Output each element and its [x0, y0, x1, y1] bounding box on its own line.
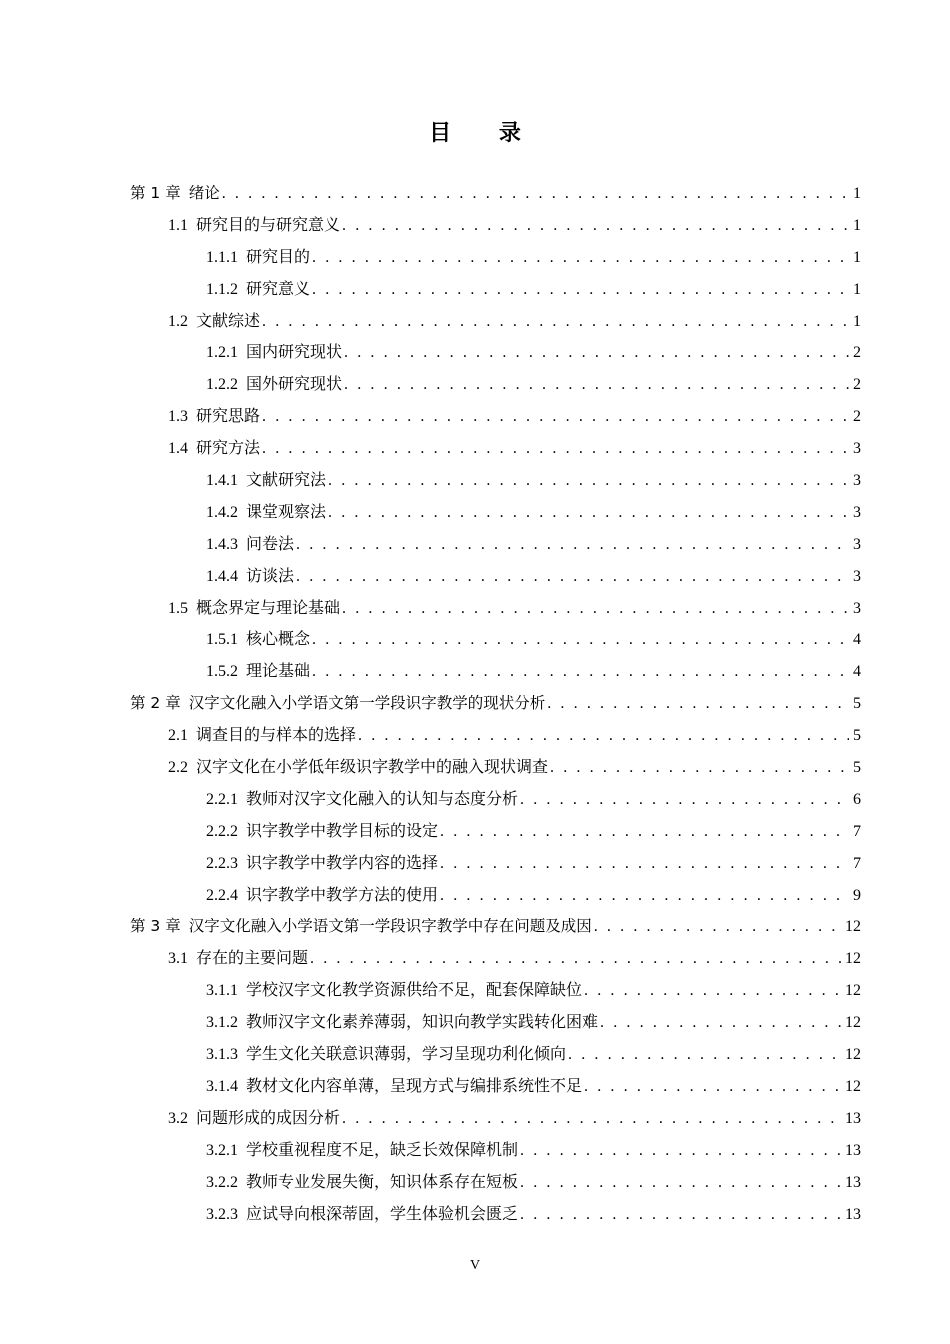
- toc-entry[interactable]: [130, 593, 861, 625]
- toc-entry[interactable]: [130, 210, 861, 242]
- toc-entry-text: 存在的主要问题: [196, 950, 309, 968]
- toc-entry-text: 核心概念: [246, 631, 311, 649]
- toc-entry-label: [206, 242, 310, 274]
- toc-entry-label: [168, 943, 308, 975]
- toc-entry-page: 4: [853, 663, 861, 681]
- toc-entry-label: [168, 210, 340, 242]
- toc-entry-page: 12: [845, 1046, 861, 1064]
- dot-leader: [328, 465, 849, 497]
- toc-entry-page: 12: [845, 1014, 861, 1032]
- toc-entry-text: 教材文化内容单薄，呈现方式与编排系统性不足: [246, 1077, 583, 1095]
- toc-entry-page: 7: [853, 822, 861, 840]
- dot-leader: [296, 529, 849, 561]
- toc-entry[interactable]: [130, 752, 861, 784]
- toc-entry-number: 3.1.1: [206, 982, 238, 1000]
- toc-entry-label: [206, 1039, 566, 1071]
- toc-entry-number: 1.5.2: [206, 663, 238, 681]
- dot-leader: [262, 306, 849, 338]
- toc-entry-text: 教师对汉字文化融入的认知与态度分析: [246, 790, 519, 808]
- toc-entry-label: [206, 848, 438, 880]
- toc-entry[interactable]: [130, 656, 861, 688]
- toc-entry-text: 问题形成的成因分析: [196, 1109, 341, 1127]
- toc-entry-label: [206, 465, 326, 497]
- dot-leader: [584, 1071, 843, 1103]
- toc-entry-page: 1: [853, 312, 861, 330]
- dot-leader: [520, 1199, 843, 1231]
- toc-entry[interactable]: [130, 465, 861, 497]
- toc-entry-text: 识字教学中教学方法的使用: [246, 886, 439, 904]
- toc-entry-number: 3.2.2: [206, 1173, 238, 1191]
- dot-leader: [440, 848, 849, 880]
- dot-leader: [520, 784, 849, 816]
- toc-entry-number: 1.4.2: [206, 503, 238, 521]
- toc-entry[interactable]: [130, 401, 861, 433]
- toc-entry-text: 访谈法: [246, 567, 295, 585]
- toc-entry-page: 7: [853, 854, 861, 872]
- dot-leader: [520, 1167, 843, 1199]
- toc-entry-label: [206, 784, 518, 816]
- toc-entry-text: 学校重视程度不足，缺乏长效保障机制: [246, 1141, 519, 1159]
- toc-entry-page: 13: [845, 1109, 861, 1127]
- toc-entry-label: [206, 880, 438, 912]
- toc-entry-page: 12: [845, 950, 861, 968]
- dot-leader: [344, 337, 849, 369]
- dot-leader: [222, 178, 849, 210]
- toc-entry-label: [206, 975, 582, 1007]
- toc-entry[interactable]: [130, 369, 861, 401]
- toc-entry-page: 3: [853, 535, 861, 553]
- toc-entry[interactable]: [130, 306, 861, 338]
- toc-entry[interactable]: [130, 975, 861, 1007]
- toc-entry-page: 1: [853, 280, 861, 298]
- toc-entry[interactable]: [130, 274, 861, 306]
- toc-entry-text: 国外研究现状: [246, 376, 343, 394]
- toc-entry[interactable]: [130, 529, 861, 561]
- toc-entry-number: 第 1 章: [130, 184, 181, 202]
- toc-entry-page: 3: [853, 472, 861, 490]
- toc-entry-label: [168, 1103, 340, 1135]
- toc-entry-label: [168, 433, 260, 465]
- toc-entry-number: 第 3 章: [130, 917, 181, 936]
- toc-entry-number: 1.1.2: [206, 280, 238, 298]
- toc-entry[interactable]: [130, 880, 861, 912]
- toc-entry-number: 1.5: [168, 599, 188, 617]
- toc-entry-number: 1.3: [168, 408, 188, 426]
- toc-entry-number: 3.1.3: [206, 1046, 238, 1064]
- toc-entry[interactable]: [130, 433, 861, 465]
- toc-entry[interactable]: [130, 1167, 861, 1199]
- dot-leader: [342, 210, 849, 242]
- toc-entry[interactable]: [130, 943, 861, 975]
- toc-entry-page: 12: [845, 1077, 861, 1095]
- toc-entry-label: [168, 306, 260, 338]
- toc-entry-label: [206, 337, 342, 369]
- toc-entry[interactable]: [130, 1039, 861, 1071]
- toc-entry-number: 3.2.3: [206, 1205, 238, 1223]
- dot-leader: [600, 1007, 843, 1039]
- toc-entry-number: 3.1.4: [206, 1077, 238, 1095]
- toc-entry-number: 1.2.2: [206, 376, 238, 394]
- toc-entry-label: [168, 401, 260, 433]
- toc-entry[interactable]: [130, 1103, 861, 1135]
- toc-entry-label: [168, 720, 356, 752]
- toc-entry-number: 1.2.1: [206, 344, 238, 362]
- toc-entry-number: 1.4.1: [206, 472, 238, 490]
- dot-leader: [262, 433, 849, 465]
- dot-leader: [312, 624, 849, 656]
- toc-entry-label: [206, 497, 326, 529]
- toc-entry-text: 识字教学中教学内容的选择: [246, 854, 439, 872]
- toc-entry[interactable]: [130, 720, 861, 752]
- toc-entry-text: 调查目的与样本的选择: [196, 727, 357, 745]
- toc-entry-text: 应试导向根深蒂固，学生体验机会匮乏: [246, 1205, 519, 1223]
- toc-entry[interactable]: [130, 1071, 861, 1103]
- toc-entry-text: 汉字文化融入小学语文第一学段识字教学中存在问题及成因: [188, 917, 592, 936]
- toc-entry-number: 1.1: [168, 216, 188, 234]
- dot-leader: [262, 401, 849, 433]
- table-of-contents: [130, 178, 861, 1230]
- toc-entry-number: 1.4.4: [206, 567, 238, 585]
- dot-leader: [440, 816, 849, 848]
- toc-entry-label: [206, 1007, 598, 1039]
- toc-entry-page: 3: [853, 567, 861, 585]
- toc-entry-label: [206, 1199, 518, 1231]
- toc-entry-page: 2: [853, 408, 861, 426]
- toc-entry-number: 1.4: [168, 440, 188, 458]
- toc-entry-page: 1: [853, 248, 861, 266]
- toc-entry[interactable]: [130, 1007, 861, 1039]
- toc-entry-number: 2.2.3: [206, 854, 238, 872]
- toc-entry-text: 研究思路: [196, 408, 261, 426]
- toc-entry-page: 9: [853, 886, 861, 904]
- toc-entry-label: [206, 369, 342, 401]
- toc-entry-text: 研究方法: [196, 440, 261, 458]
- toc-entry-page: 13: [845, 1173, 861, 1191]
- toc-entry-page: 5: [853, 695, 861, 713]
- toc-entry[interactable]: [130, 242, 861, 274]
- dot-leader: [296, 561, 849, 593]
- toc-entry-page: 5: [853, 759, 861, 777]
- toc-entry[interactable]: [130, 1199, 861, 1231]
- toc-entry-page: 5: [853, 727, 861, 745]
- toc-entry-number: 2.2.1: [206, 790, 238, 808]
- toc-entry-number: 3.2.1: [206, 1141, 238, 1159]
- toc-entry-number: 2.2: [168, 759, 188, 777]
- toc-entry-label: [130, 688, 545, 720]
- toc-entry[interactable]: [130, 1135, 861, 1167]
- toc-entry[interactable]: [130, 848, 861, 880]
- toc-entry-label: [206, 561, 294, 593]
- toc-entry-page: 2: [853, 344, 861, 362]
- toc-entry-text: 研究目的与研究意义: [196, 216, 341, 234]
- toc-entry-page: 3: [853, 599, 861, 617]
- toc-entry[interactable]: [130, 816, 861, 848]
- toc-entry-label: [168, 752, 548, 784]
- dot-leader: [520, 1135, 843, 1167]
- toc-entry[interactable]: [130, 784, 861, 816]
- dot-leader: [328, 497, 849, 529]
- toc-entry[interactable]: [130, 624, 861, 656]
- dot-leader: [312, 656, 849, 688]
- toc-entry-page: 6: [853, 790, 861, 808]
- toc-entry-number: 3.1: [168, 950, 188, 968]
- toc-entry-text: 绪论: [188, 184, 220, 202]
- toc-entry-number: 2.1: [168, 727, 188, 745]
- toc-entry-text: 汉字文化融入小学语文第一学段识字教学的现状分析: [188, 694, 546, 713]
- toc-entry-number: 1.5.1: [206, 631, 238, 649]
- dot-leader: [568, 1039, 843, 1071]
- toc-entry-number: 3.1.2: [206, 1014, 238, 1032]
- toc-entry-number: 1.4.3: [206, 535, 238, 553]
- toc-entry-number: 1.1.1: [206, 248, 238, 266]
- dot-leader: [342, 593, 849, 625]
- toc-entry[interactable]: [130, 337, 861, 369]
- toc-entry-number: 1.2: [168, 312, 188, 330]
- toc-entry-text: 国内研究现状: [246, 344, 343, 362]
- toc-entry-text: 研究意义: [246, 280, 311, 298]
- dot-leader: [342, 1103, 843, 1135]
- dot-leader: [344, 369, 849, 401]
- toc-entry-label: [206, 274, 310, 306]
- toc-entry-page: 3: [853, 503, 861, 521]
- toc-entry-page: 12: [845, 918, 861, 936]
- dot-leader: [440, 880, 849, 912]
- toc-entry-page: 1: [853, 216, 861, 234]
- toc-entry-text: 理论基础: [246, 663, 311, 681]
- toc-entry-label: [206, 1135, 518, 1167]
- toc-entry-number: 2.2.4: [206, 886, 238, 904]
- toc-entry-number: 第 2 章: [130, 694, 181, 713]
- toc-entry-text: 汉字文化在小学低年级识字教学中的融入现状调查: [196, 759, 549, 777]
- toc-entry-label: [168, 593, 340, 625]
- toc-entry-label: [206, 1071, 582, 1103]
- toc-entry-page: 2: [853, 376, 861, 394]
- dot-leader: [358, 720, 849, 752]
- toc-entry-page: 3: [853, 440, 861, 458]
- toc-entry-label: [206, 816, 438, 848]
- toc-entry-label: [206, 624, 310, 656]
- page-number: V: [469, 1258, 481, 1273]
- toc-entry-page: 13: [845, 1141, 861, 1159]
- dot-leader: [547, 688, 849, 720]
- toc-entry-page: 1: [853, 185, 861, 202]
- toc-entry[interactable]: [130, 497, 861, 529]
- toc-entry-number: 3.2: [168, 1109, 188, 1127]
- toc-entry-text: 概念界定与理论基础: [196, 599, 341, 617]
- toc-entry-text: 研究目的: [246, 248, 311, 266]
- toc-entry-label: [206, 529, 294, 561]
- toc-entry-text: 学生文化关联意识薄弱，学习呈现功利化倾向: [246, 1046, 567, 1064]
- page-title: 目 录: [429, 121, 541, 146]
- toc-entry[interactable]: [130, 688, 861, 720]
- dot-leader: [312, 242, 849, 274]
- toc-entry-text: 教师汉字文化素养薄弱，知识向教学实践转化困难: [246, 1014, 599, 1032]
- toc-entry-text: 识字教学中教学目标的设定: [246, 822, 439, 840]
- toc-entry-label: [206, 1167, 518, 1199]
- toc-entry-text: 教师专业发展失衡，知识体系存在短板: [246, 1173, 519, 1191]
- toc-entry-text: 问卷法: [246, 535, 295, 553]
- toc-entry[interactable]: [130, 178, 861, 210]
- toc-entry-text: 文献研究法: [246, 472, 327, 490]
- toc-entry-label: [130, 178, 220, 210]
- dot-leader: [310, 943, 843, 975]
- toc-entry[interactable]: [130, 561, 861, 593]
- toc-entry-label: [130, 911, 592, 943]
- toc-entry-text: 学校汉字文化教学资源供给不足，配套保障缺位: [246, 982, 583, 1000]
- dot-leader: [550, 752, 849, 784]
- toc-entry-text: 课堂观察法: [246, 503, 327, 521]
- toc-entry-label: [206, 656, 310, 688]
- toc-entry-number: 2.2.2: [206, 822, 238, 840]
- dot-leader: [312, 274, 849, 306]
- toc-entry-text: 文献综述: [196, 312, 261, 330]
- dot-leader: [584, 975, 843, 1007]
- toc-entry-page: 4: [853, 631, 861, 649]
- toc-entry[interactable]: [130, 911, 861, 943]
- toc-entry-page: 13: [845, 1205, 861, 1223]
- toc-entry-page: 12: [845, 982, 861, 1000]
- dot-leader: [594, 911, 843, 943]
